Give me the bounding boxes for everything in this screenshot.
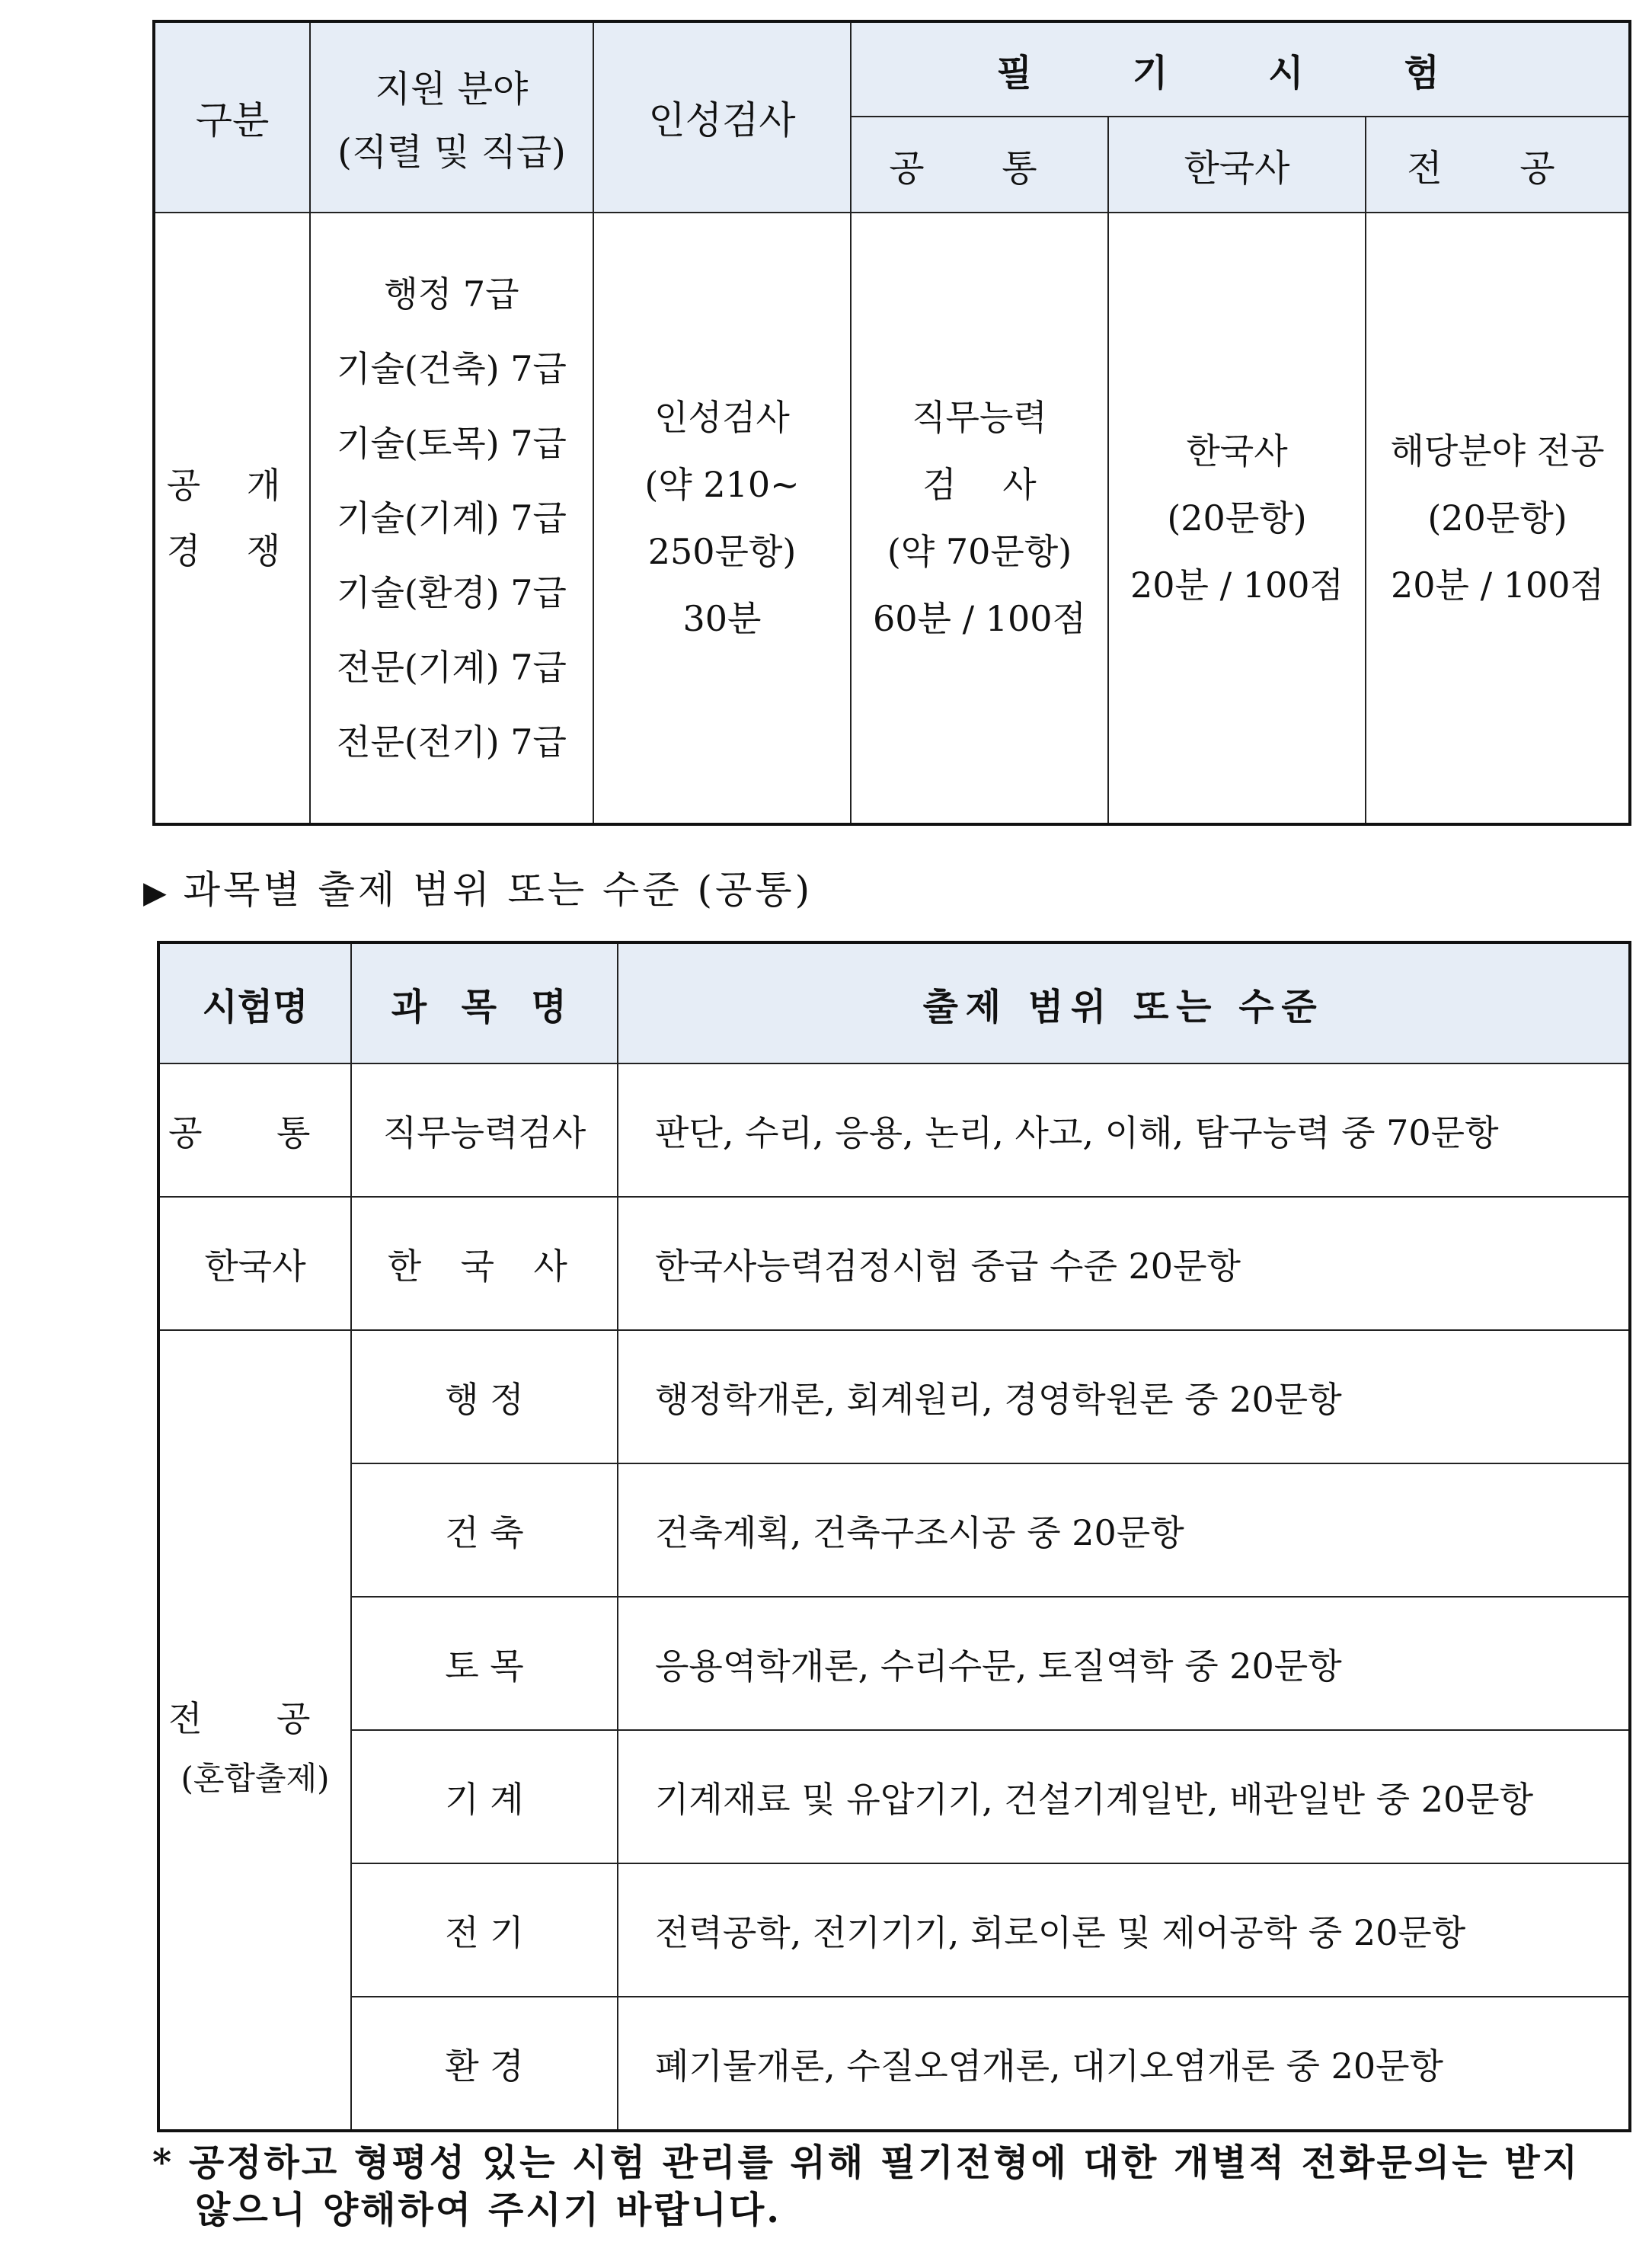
header-field-line2: (직렬 및 직급) [337, 131, 566, 174]
subject-label: 건 축 [445, 1511, 524, 1553]
header-field-line1: 지원 분야 [375, 68, 529, 110]
exam-label: 공 통 [168, 1111, 342, 1153]
header-range-label: 출제 범위 또는 수준 [922, 985, 1324, 1028]
range-cell: 전력공학, 전기기기, 회로이론 및 제어공학 중 20문항 [618, 1863, 1630, 1997]
section-heading [143, 859, 813, 914]
cell-fields [310, 213, 593, 824]
subject-label: 환 경 [445, 2045, 524, 2087]
field-item: 기술(환경) 7급 [337, 572, 567, 613]
personality-line: 250문항) [647, 531, 797, 572]
field-item: 전문(기계) 7급 [337, 647, 567, 688]
major-line: 20분 / 100점 [1391, 564, 1604, 606]
exam-cell [158, 1063, 351, 1197]
subject-label: 행 정 [445, 1378, 524, 1420]
personality-line: (약 210~ [644, 464, 800, 505]
header-common [851, 117, 1108, 213]
footnote [152, 2139, 1599, 2234]
subject-cell [351, 1463, 618, 1597]
exam-cell-major [158, 1330, 351, 2131]
cell-history [1108, 213, 1366, 824]
header-range [618, 942, 1630, 1063]
history-line: 한국사 [1186, 430, 1288, 472]
history-line: (20문항) [1167, 497, 1307, 539]
exam-major-line1: 전 공 [168, 1698, 342, 1739]
exam-major-line2: (혼합출제) [181, 1760, 330, 1797]
header-history: 한국사 [1108, 117, 1366, 213]
triangle-bullet-icon: ▶ [143, 875, 170, 910]
field-item: 기술(토목) 7급 [337, 423, 567, 464]
subject-cell [351, 1597, 618, 1730]
table-row [158, 1463, 1630, 1597]
range-cell: 판단, 수리, 응용, 논리, 사고, 이해, 탐구능력 중 70문항 [618, 1063, 1630, 1197]
header-personality: 인성검사 [593, 21, 851, 213]
personality-line: 30분 [682, 598, 762, 639]
header-field [310, 21, 593, 213]
footnote-line2: 않으니 양해하여 주시기 바랍니다. [195, 2189, 781, 2231]
field-item: 기술(기계) 7급 [337, 497, 567, 539]
range-cell: 건축계획, 건축구조시공 중 20문항 [618, 1463, 1630, 1597]
footnote-line1: * 공정하고 형평성 있는 시험 관리를 위해 필기전형에 대한 개별적 전화문의는 받지 [152, 2141, 1580, 2184]
subject-label: 한 국 사 [387, 1245, 582, 1287]
range-cell: 폐기물개론, 수질오염개론, 대기오염개론 중 20문항 [618, 1997, 1630, 2131]
subject-cell: 직무능력검사 [351, 1063, 618, 1197]
common-line: 직무능력 [912, 397, 1047, 438]
table-row [158, 1863, 1630, 1997]
table-row [158, 1330, 1630, 1463]
major-line: 해당분야 전공 [1390, 430, 1605, 472]
header-major [1366, 117, 1630, 213]
subject-label: 전 기 [445, 1911, 524, 1953]
table-row [158, 1597, 1630, 1730]
cell-common [851, 213, 1108, 824]
common-line: 검 사 [922, 464, 1037, 505]
table-row [158, 1197, 1630, 1330]
range-cell: 행정학개론, 회계원리, 경영학원론 중 20문항 [618, 1330, 1630, 1463]
header-subject-name [351, 942, 618, 1063]
subject-cell [351, 1330, 618, 1463]
field-item: 기술(건축) 7급 [337, 348, 567, 389]
subject-label: 토 목 [445, 1645, 524, 1687]
personality-line: 인성검사 [654, 397, 790, 438]
header-written-exam [851, 21, 1630, 117]
category-line2: 경 쟁 [166, 530, 299, 571]
header-common-label: 공 통 [889, 146, 1070, 190]
cell-personality [593, 213, 851, 824]
section-heading-text: 과목별 출제 범위 또는 수준 (공통) [183, 868, 813, 912]
subject-cell [351, 1997, 618, 2131]
subject-label: 기 계 [445, 1778, 524, 1820]
header-exam-name: 시험명 [158, 942, 351, 1063]
history-line: 20분 / 100점 [1130, 564, 1344, 606]
range-cell: 기계재료 및 유압기기, 건설기계일반, 배관일반 중 20문항 [618, 1730, 1630, 1863]
range-cell: 응용역학개론, 수리수문, 토질역학 중 20문항 [618, 1597, 1630, 1730]
subject-cell [351, 1197, 618, 1330]
exam-cell: 한국사 [158, 1197, 351, 1330]
range-cell: 한국사능력검정시험 중급 수준 20문항 [618, 1197, 1630, 1330]
cell-major [1366, 213, 1630, 824]
exam-scope-table [157, 941, 1631, 2132]
table-row [158, 1997, 1630, 2131]
field-item: 전문(전기) 7급 [337, 721, 567, 763]
exam-structure-table [152, 20, 1631, 826]
header-subject-label: 과 목 명 [391, 985, 578, 1028]
header-category: 구분 [154, 21, 310, 213]
cell-category [154, 213, 310, 824]
major-line: (20문항) [1427, 497, 1567, 539]
header-major-label: 전 공 [1407, 146, 1588, 190]
field-item: 행정 7급 [384, 273, 519, 315]
category-line1: 공 개 [166, 465, 299, 506]
header-written-exam-label: 필 기 시 험 [996, 51, 1484, 94]
subject-cell [351, 1730, 618, 1863]
table-row [158, 1063, 1630, 1197]
common-line: (약 70문항) [887, 531, 1072, 572]
subject-cell [351, 1863, 618, 1997]
table-row [158, 1730, 1630, 1863]
common-line: 60분 / 100점 [873, 598, 1086, 639]
